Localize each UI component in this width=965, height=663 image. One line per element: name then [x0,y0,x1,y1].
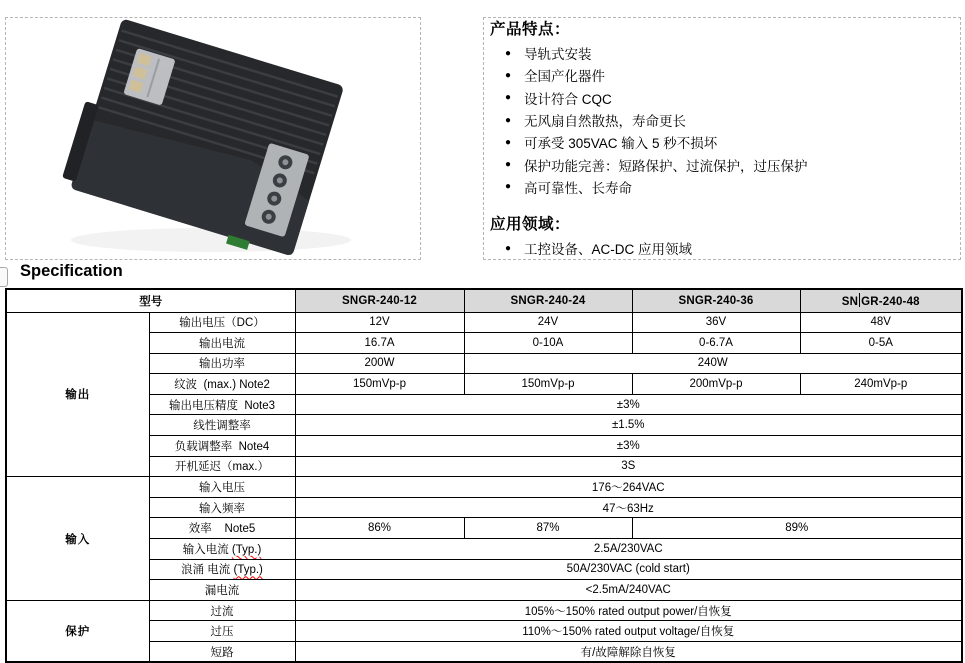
spellcheck-underlined-text: (Typ.) [233,564,263,577]
row-label: 线性调整率 [149,415,295,436]
feature-item: ● 高可靠性、长寿命 [490,176,960,198]
bullet-icon: ● [505,181,512,193]
row-label: 输入电压 [149,477,295,498]
bullet-icon: ● [505,136,512,148]
model-header-48: SN GR-240-48 [800,289,962,312]
photo-textbox-frame [5,17,421,260]
spec-cell: 16.7A [295,333,464,354]
features-textbox-frame [483,17,961,260]
spec-cell: 3S [295,456,962,477]
section-protection: 保护 [6,600,149,662]
spec-cell: 110%～150% rated output voltage/自恢复 [295,621,962,642]
feature-item: ● 可承受 305VAC 输入 5 秒不损坏 [490,131,960,153]
row-label: 浪涌 电流 (Typ.) [149,559,295,580]
model-header-24: SNGR-240-24 [464,289,632,312]
product-photo [6,18,420,259]
table-row [6,497,962,518]
spec-cell: <2.5mA/240VAC [295,580,962,601]
row-label: 负载调整率 Note4 [149,436,295,457]
table-row [6,394,962,415]
row-label: 过流 [149,600,295,621]
table-row [6,353,962,374]
feature-item: ● 无风扇自然散热，寿命更长 [490,109,960,131]
feature-item: ● 全国产化器件 [490,64,960,86]
spellcheck-underlined-text: (Typ.) [231,543,262,556]
spec-cell: 2.5A/230VAC [295,539,962,560]
spec-cell: 200W [295,353,464,374]
applications-list [490,237,960,259]
bullet-icon: ● [505,242,512,254]
spec-cell: ±3% [295,436,962,457]
table-row [6,415,962,436]
table-row [6,312,962,333]
table-row [6,621,962,642]
model-header-row [6,289,962,312]
section-input: 输入 [6,477,149,601]
spec-cell: 48V [800,312,962,333]
spec-cell: 150mVp-p [464,374,632,395]
spec-cell: 0-10A [464,333,632,354]
spec-cell: 50A/230VAC (cold start) [295,559,962,580]
bullet-icon: ● [505,69,512,81]
model-header-36: SNGR-240-36 [632,289,800,312]
spec-cell: 105%～150% rated output power/自恢复 [295,600,962,621]
table-row [6,642,962,663]
table-row [6,477,962,498]
spec-cell: 24V [464,312,632,333]
feature-item: ● 设计符合 CQC [490,87,960,109]
photo-shadow [71,228,351,252]
spec-cell: ±3% [295,394,962,415]
spec-cell: 87% [464,518,632,539]
applications-title: 应用领域： [490,216,571,234]
bullet-icon: ● [505,47,512,59]
row-label: 效率 Note5 [149,518,295,539]
features-title: 产品特点： [490,21,571,38]
section-output: 输出 [6,312,149,477]
model-row-label: 型号 [6,289,295,312]
row-label: 漏电流 [149,580,295,601]
text-cursor [859,293,860,307]
spec-cell: ±1.5% [295,415,962,436]
row-label: 短路 [149,642,295,663]
row-label: 输出电流 [149,333,295,354]
feature-item: ● 导轨式安装 [490,42,960,64]
table-row [6,518,962,539]
spec-cell: 176～264VAC [295,477,962,498]
bullet-icon: ● [505,114,512,126]
spec-cell: 有/故障解除自恢复 [295,642,962,663]
row-label: 输入频率 [149,497,295,518]
spec-table [5,288,963,663]
spec-cell: 89% [632,518,962,539]
spec-cell: 240W [464,353,962,374]
table-row [6,333,962,354]
spec-cell: 150mVp-p [295,374,464,395]
row-label: 开机延迟（max.） [149,456,295,477]
spec-cell: 36V [632,312,800,333]
spec-cell: 240mVp-p [800,374,962,395]
table-row [6,374,962,395]
spec-cell: 47～63Hz [295,497,962,518]
row-label: 纹波 (max.) Note2 [149,374,295,395]
row-label: 输出电压（DC） [149,312,295,333]
spec-heading: Specification [20,262,123,280]
table-row [6,559,962,580]
row-label: 输出电压精度 Note3 [149,394,295,415]
table-row [6,456,962,477]
spec-cell: 86% [295,518,464,539]
model-header-12: SNGR-240-12 [295,289,464,312]
table-row [6,539,962,560]
row-label: 输出功率 [149,353,295,374]
features-list [490,42,960,198]
table-row [6,580,962,601]
bullet-icon: ● [505,159,512,171]
spec-cell: 0-5A [800,333,962,354]
row-label: 过压 [149,621,295,642]
row-label: 输入电流 (Typ.) [149,539,295,560]
feature-item: ● 保护功能完善：短路保护、过流保护，过压保护 [490,153,960,175]
object-anchor-fragment [0,267,8,287]
table-row [6,600,962,621]
bullet-icon: ● [505,92,512,104]
application-item: ● 工控设备、AC-DC 应用领域 [490,237,960,259]
table-row [6,436,962,457]
spec-cell: 0-6.7A [632,333,800,354]
spec-cell: 200mVp-p [632,374,800,395]
spec-cell: 12V [295,312,464,333]
